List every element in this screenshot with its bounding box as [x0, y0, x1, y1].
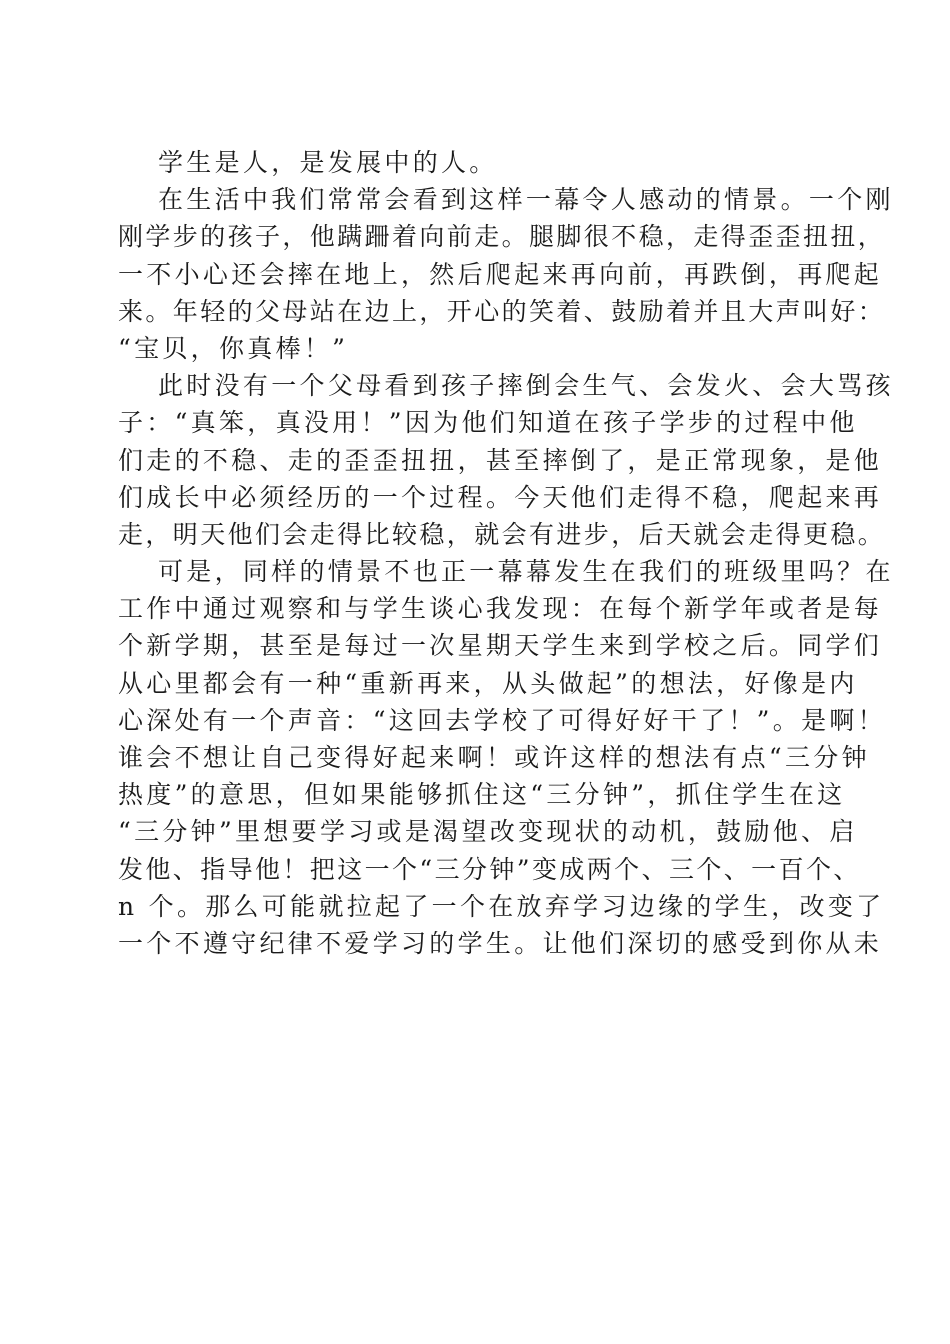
paragraph-3-line-3: 们走的不稳、走的歪歪扭扭，甚至摔倒了，是正常现象，是他 [118, 445, 883, 475]
paragraph-4-line-7: 热度”的意思，但如果能够抓住这“三分钟”，抓住学生在这 [118, 780, 846, 810]
paragraph-4-line-5: 心深处有一个声音：“这回去学校了可得好好干了！”。是啊！ [118, 705, 886, 735]
paragraph-1-line-1: 学生是人，是发展中的人。 [158, 148, 498, 177]
paragraph-3-line-2: 子：“真笨，真没用！”因为他们知道在孩子学步的过程中他 [118, 408, 858, 438]
paragraph-3-line-4: 们成长中必须经历的一个过程。今天他们走得不稳，爬起来再 [118, 482, 883, 512]
paragraph-4-line-2: 工作中通过观察和与学生谈心我发现：在每个新学年或者是每 [118, 594, 883, 624]
paragraph-4-line-8: “三分钟”里想要学习或是渴望改变现状的动机，鼓励他、启 [118, 817, 858, 847]
paragraph-4-line-9: 发他、指导他！把这一个“三分钟”变成两个、三个、一百个、 [118, 854, 861, 884]
paragraph-2-line-3: 一不小心还会摔在地上，然后爬起来再向前，再跌倒，再爬起 [118, 259, 883, 289]
paragraph-2-line-1: 在生活中我们常常会看到这样一幕令人感动的情景。一个刚 [158, 185, 894, 215]
paragraph-4-line-3: 个新学期，甚至是每过一次星期天学生来到学校之后。同学们 [118, 631, 883, 661]
paragraph-2-line-5: “宝贝，你真棒！” [118, 333, 349, 363]
paragraph-3-line-5: 走，明天他们会走得比较稳，就会有进步，后天就会走得更稳。 [118, 519, 886, 549]
paragraph-4-line-10: n 个。那么可能就拉起了一个在放弃学习边缘的学生，改变了 [118, 891, 885, 921]
paragraph-2-line-2: 刚学步的孩子，他蹒跚着向前走。腿脚很不稳，走得歪歪扭扭， [118, 222, 886, 252]
paragraph-3-line-1: 此时没有一个父母看到孩子摔倒会生气、会发火、会大骂孩 [158, 371, 894, 401]
paragraph-2-line-4: 来。年轻的父母站在边上，开心的笑着、鼓励着并且大声叫好： [118, 296, 886, 326]
paragraph-4-line-6: 谁会不想让自己变得好起来啊！或许这样的想法有点“三分钟 [118, 743, 870, 772]
paragraph-4-line-11: 一个不遵守纪律不爱学习的学生。让他们深切的感受到你从未 [118, 928, 883, 958]
paragraph-4-line-1: 可是，同样的情景不也正一幕幕发生在我们的班级里吗？在 [158, 557, 894, 587]
document-body [118, 144, 894, 962]
paragraph-4-line-4: 从心里都会有一种“重新再来，从头做起”的想法，好像是内 [118, 668, 858, 698]
